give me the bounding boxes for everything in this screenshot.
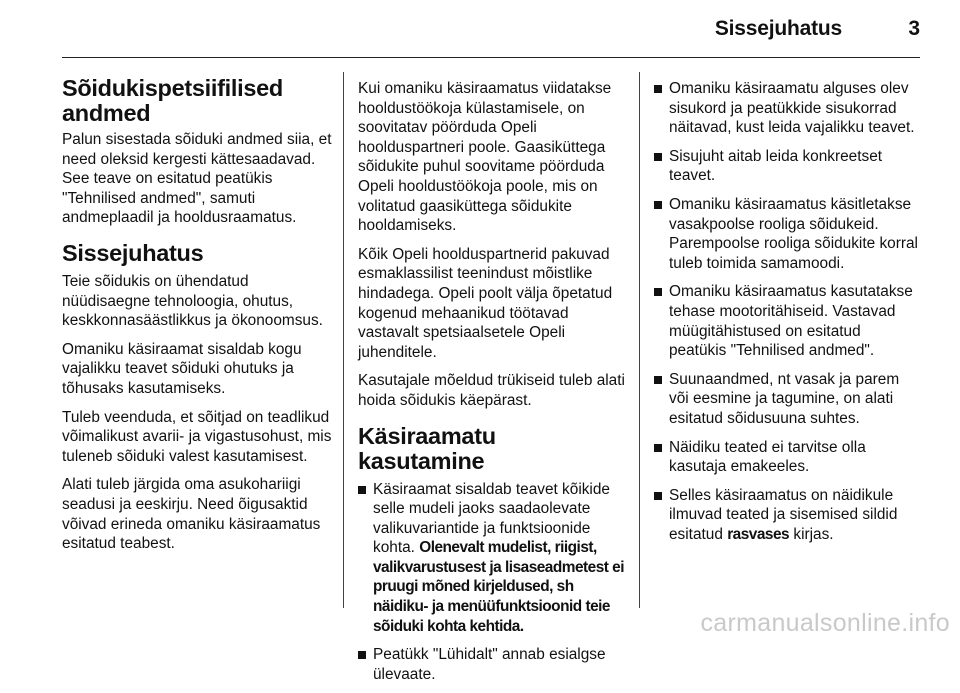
paragraph: Omaniku käsiraamat sisaldab kogu vajalikku teavet sõiduki ohutuks ja tõhusaks kasutamiseks. bbox=[62, 340, 302, 397]
square-bullet-icon bbox=[654, 288, 662, 296]
square-bullet-icon bbox=[654, 492, 662, 500]
square-bullet-icon bbox=[654, 85, 662, 93]
paragraph: Kui omaniku käsiraamatus viidatakse hooldustöökoja külastamisele, on soovitatav pöörduda Opeli hoolduspartneri poole. Gaasiküttega sõidukite puhul soovitame pöörduda Opeli hooldustöökoja poole, mis on volitatud gaasiküttega sõidukite hooldamiseks. bbox=[358, 80, 612, 235]
square-bullet-icon bbox=[654, 376, 662, 384]
paragraph: Kasutajale mõeldud trükiseid tuleb alati hoida sõidukis käepärast. bbox=[358, 372, 625, 409]
section-heading-introduction: Sissejuhatus bbox=[62, 239, 204, 266]
square-bullet-icon bbox=[654, 444, 662, 452]
list-item-text: kirjas. bbox=[793, 525, 834, 543]
list-item-text: Sisujuht aitab leida konkreetset teavet. bbox=[669, 147, 883, 185]
list-item-text: Omaniku käsiraamatu alguses olev sisukord ja peatükkide sisukorrad näitavad, kust leida vajalikku teavet. bbox=[669, 80, 915, 137]
list-item bbox=[654, 438, 922, 477]
section-heading-vehicle-data: Sõidukispetsiifilised andmed bbox=[62, 75, 283, 126]
column-2 bbox=[358, 79, 628, 693]
list-item bbox=[358, 645, 628, 684]
list-item bbox=[654, 370, 922, 429]
list-item bbox=[654, 147, 922, 186]
square-bullet-icon bbox=[358, 486, 366, 494]
paragraph: Alati tuleb järgida oma asukohariigi seadusi ja eeskirju. Need õigusaktid võivad erineda omaniku käsiraamatus esitatud teabest. bbox=[62, 476, 321, 553]
list-item-text: Suunaandmed, nt vasak ja parem või eesmine ja tagumine, on alati esitatud sõidusuuna suhtes. bbox=[669, 370, 900, 427]
square-bullet-icon bbox=[654, 153, 662, 161]
header-divider bbox=[62, 57, 920, 58]
site-watermark: carmanualsonline.info bbox=[700, 609, 950, 637]
bullet-list bbox=[358, 480, 628, 685]
column-divider-2 bbox=[639, 72, 640, 608]
section-heading-using-manual: Käsiraamatu kasutamine bbox=[358, 422, 496, 474]
square-bullet-icon bbox=[654, 201, 662, 209]
list-item-text: Näidiku teated ei tarvitse olla kasutaja emakeeles. bbox=[669, 438, 866, 476]
page-number: 3 bbox=[908, 17, 920, 40]
paragraph: Kõik Opeli hoolduspartnerid pakuvad esmaklassilist teenindust mõistlike hindadega. Opeli poolt välja õpetatud kogenud mehaanikud töötavad vastavalt spetsiaalsetele Opeli juhenditele. bbox=[358, 245, 613, 361]
list-item bbox=[358, 480, 628, 637]
column-1 bbox=[62, 76, 334, 563]
paragraph: Tuleb veenduda, et sõitjad on teadlikud võimalikust avarii- ja vigastusohust, mis tuleneb sõiduki valest kasutamisest. bbox=[62, 408, 332, 465]
list-item-text: Omaniku käsiraamatus kasutatakse tehase mootoritähiseid. Vastavad müügitähistused on esitatud peatükis "Tehnilised andmed". bbox=[669, 283, 913, 360]
list-item-text: Käsiraamat sisaldab teavet kõikide selle mudeli jaoks saadaolevate valikuvariantide ja funktsioonide kohta. bbox=[373, 480, 610, 557]
list-item-bold-text: Olenevalt mudelist, riigist, valikvarustusest ja lisaseadmetest ei pruugi mõned kirjeldused, sh näidiku- ja menüüfunktsioonid teie sõiduki kohta kehtida. bbox=[373, 539, 624, 635]
list-item bbox=[654, 486, 922, 545]
list-item bbox=[654, 195, 922, 273]
paragraph: Palun sisestada sõiduki andmed siia, et need oleksid kergesti kättesaadavad. See teave on esitatud peatükis "Tehnilised andmed", samuti andmeplaadil ja hooldusraamatus. bbox=[62, 131, 332, 227]
header-title: Sissejuhatus bbox=[714, 17, 842, 40]
list-item-bold-text: rasvases bbox=[727, 525, 790, 543]
square-bullet-icon bbox=[358, 651, 366, 659]
list-item bbox=[654, 79, 922, 138]
list-item-text: Peatükk "Lühidalt" annab esialgse ülevaate. bbox=[373, 646, 606, 683]
list-item bbox=[654, 282, 922, 360]
column-divider-1 bbox=[343, 72, 344, 608]
list-item-text: Selles käsiraamatus on näidikule ilmuvad teated ja sisemised sildid esitatud bbox=[669, 486, 898, 543]
paragraph: Teie sõidukis on ühendatud nüüdisaegne tehnoloogia, ohutus, keskkonnasäästlikkus ja ökonoomsus. bbox=[62, 272, 323, 330]
list-item-text: Omaniku käsiraamatus käsitletakse vasakpoolse rooliga sõidukeid. Parempoolse rooliga sõidukite korral tuleb toimida samamoodi. bbox=[669, 195, 918, 272]
bullet-list bbox=[654, 79, 922, 544]
column-3 bbox=[654, 79, 922, 553]
